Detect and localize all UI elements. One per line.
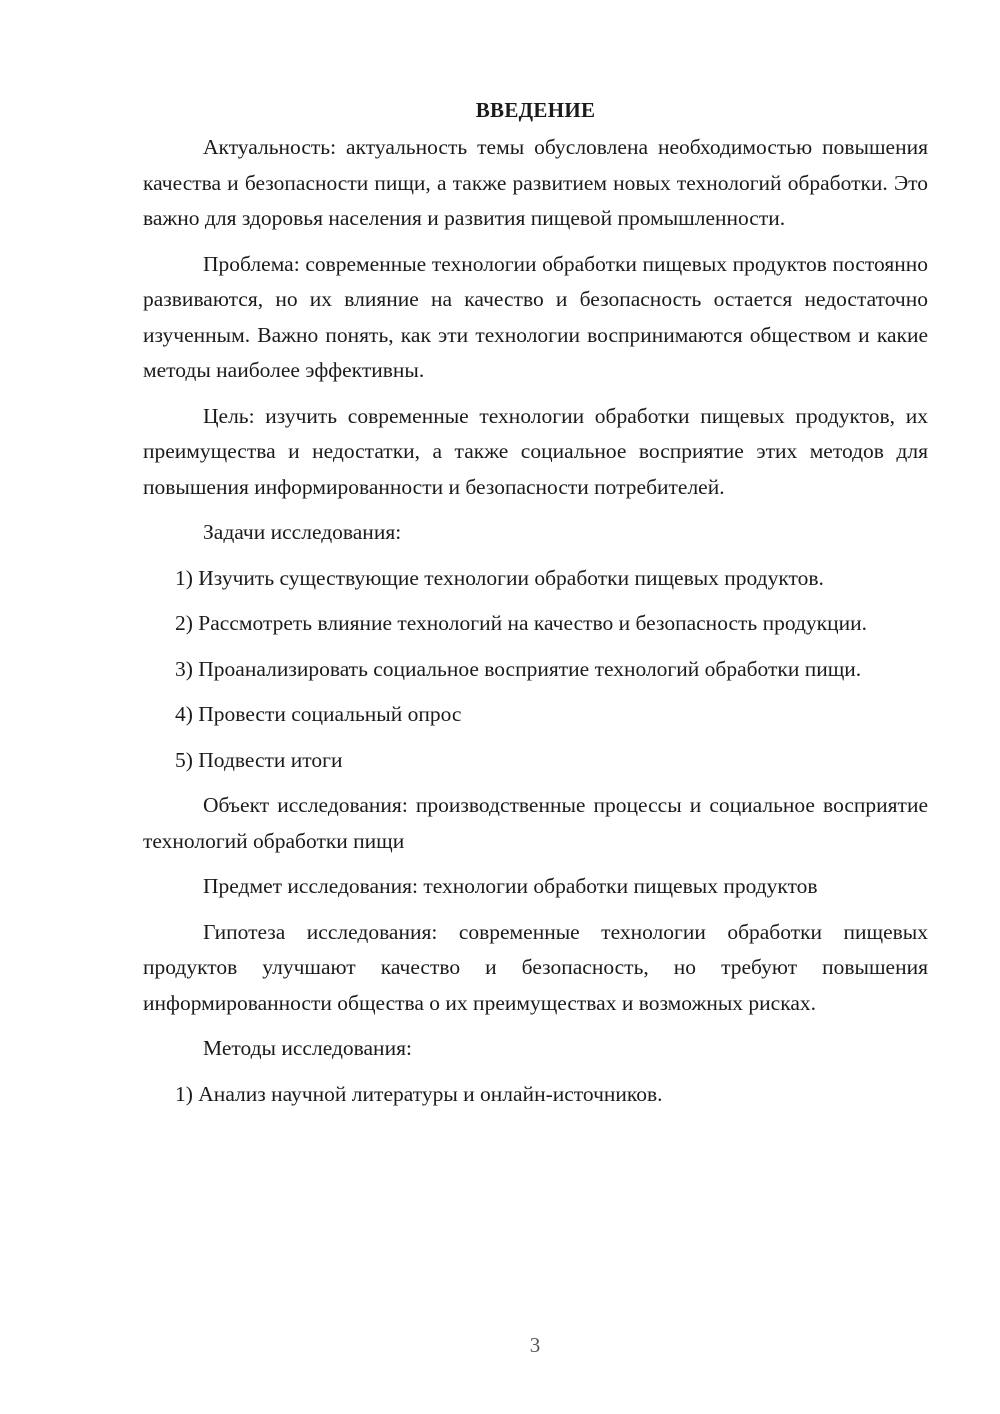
object-paragraph: Объект исследования: производственные процессы и социальное восприятие технологий обработки пищи (143, 793, 928, 853)
problem-paragraph: Проблема: современные технологии обработки пищевых продуктов постоянно развиваются, но их влияние на качество и безопасность остается недостаточно изученным. Важно понять, как эти технологии воспринимаются обществом и какие методы наиболее эффективны. (143, 251, 928, 382)
document-page (143, 92, 928, 1122)
subject-paragraph: Предмет исследования: технологии обработки пищевых продуктов (203, 874, 818, 898)
task-item: 4) Провести социальный опрос (175, 702, 462, 726)
goal-paragraph: Цель: изучить современные технологии обработки пищевых продуктов, их преимущества и недостатки, а также социальное восприятие этих методов для повышения информированности и безопасности потребителей. (143, 403, 928, 499)
task-item: 3) Проанализировать социальное восприятие технологий обработки пищи. (175, 656, 862, 681)
methods-heading: Методы исследования: (203, 1036, 412, 1060)
tasks-heading: Задачи исследования: (203, 520, 402, 544)
task-item: 5) Подвести итоги (175, 747, 343, 772)
page-number: 3 (529, 1333, 541, 1357)
task-item: 2) Рассмотреть влияние технологий на качество и безопасность продукции. (175, 611, 868, 635)
hypothesis-paragraph: Гипотеза исследования: современные технологии обработки пищевых продуктов улучшают качество и безопасность, но требуют повышения информированности общества о их преимуществах и возможных рисках. (143, 919, 928, 1015)
section-title: ВВЕДЕНИЕ (475, 98, 596, 122)
task-item: 1) Изучить существующие технологии обработки пищевых продуктов. (175, 565, 824, 590)
relevance-paragraph: Актуальность: актуальность темы обусловлена необходимостью повышения качества и безопасности пищи, а также развитием новых технологий обработки. Это важно для здоровья населения и развития пищевой промышленности. (143, 135, 928, 230)
method-item: 1) Анализ научной литературы и онлайн-источников. (175, 1081, 663, 1106)
